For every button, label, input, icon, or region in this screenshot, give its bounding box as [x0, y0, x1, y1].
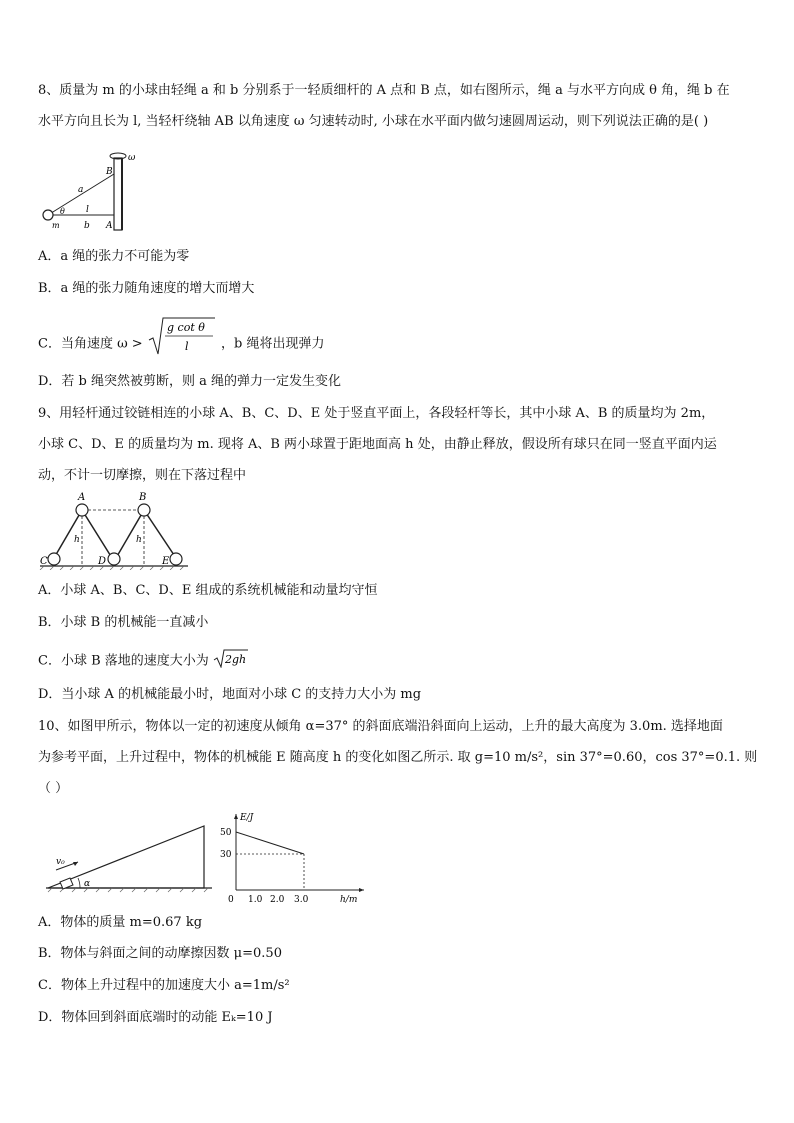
- graph-ylabel: E/J: [240, 813, 254, 823]
- graph-xtick-2: 2.0: [270, 895, 285, 904]
- q9-ball-E: [170, 553, 182, 565]
- q10-label-alpha: α: [84, 879, 91, 889]
- q9-option-b[interactable]: B．小球 B 的机械能一直减小: [38, 615, 209, 630]
- q9-option-d[interactable]: D．当小球 A 的机械能最小时，地面对小球 C 的支持力大小为 mg: [38, 687, 422, 702]
- graph-xtick-0: 0: [228, 895, 234, 904]
- q9-stem-line1: 9、用轻杆通过铰链相连的小球 A、B、C、D、E 处于竖直平面上，各段轻杆等长，其中小球 A、B 的质量均为 2m，: [38, 406, 715, 421]
- q9-stem-line2: 小球 C、D、E 的质量均为 m. 现将 A、B 两小球置于距地面高 h 处，由静止释放，假设所有球只在同一竖直平面内运: [38, 437, 717, 452]
- graph-ytick-50: 50: [220, 828, 232, 838]
- q9-label-D: D: [98, 556, 107, 567]
- q8-option-c[interactable]: [38, 316, 324, 372]
- q10-energy-graph: [214, 810, 372, 904]
- q9-label-E: E: [162, 556, 170, 567]
- q9-ball-D: [108, 553, 120, 565]
- sqrt-radical: [213, 648, 249, 674]
- q10-stem-line2: 为参考平面，上升过程中，物体的机械能 E 随高度 h 的变化如图乙所示. 取 g=10 m/s²，sin 37°=0.60，cos 37°=0.1. 则: [38, 750, 758, 765]
- graph-xlabel: h/m: [340, 895, 358, 904]
- q9-option-c-radicand: 2gh: [224, 653, 247, 666]
- q10-block: [60, 878, 73, 889]
- q10-label-v0: v₀: [56, 857, 65, 867]
- q8-label-A: A: [106, 221, 113, 231]
- q8-label-a: a: [78, 185, 84, 195]
- q9-option-a[interactable]: A．小球 A、B、C、D、E 组成的系统机械能和动量均守恒: [38, 583, 378, 598]
- q9-label-h2: h: [136, 535, 142, 545]
- q8-ball: [43, 210, 53, 220]
- q8-option-c-numerator: g cot θ: [166, 321, 205, 334]
- graph-ytick-30: 30: [220, 850, 232, 860]
- sqrt-fraction: [147, 316, 217, 372]
- q10-option-d[interactable]: D．物体回到斜面底端时的动能 Eₖ=10 J: [38, 1010, 273, 1025]
- q8-option-b[interactable]: B．a 绳的张力随角速度的增大而增大: [38, 281, 255, 296]
- q10-option-c[interactable]: C．物体上升过程中的加速度大小 a=1m/s²: [38, 978, 290, 993]
- q9-ball-A: [76, 504, 88, 516]
- q8-label-l: l: [86, 205, 89, 215]
- energy-line: [236, 832, 304, 854]
- q8-label-theta: θ: [60, 207, 65, 216]
- q8-option-d[interactable]: D．若 b 绳突然被剪断，则 a 绳的弹力一定发生变化: [38, 374, 342, 389]
- q10-incline-figure: [44, 812, 214, 894]
- graph-xtick-3: 3.0: [294, 895, 309, 904]
- q10-stem-line1: 10、如图甲所示，物体以一定的初速度从倾角 α=37° 的斜面底端沿斜面向上运动，上升的最大高度为 3.0m. 选择地面: [38, 719, 723, 734]
- q10-stem-line3: （ ）: [38, 781, 69, 796]
- q9-figure: [38, 488, 190, 570]
- q9-ball-C: [48, 553, 60, 565]
- q8-label-m: m: [52, 221, 60, 230]
- q8-stem-line2: 水平方向且长为 l, 当轻杆绕轴 AB 以角速度 ω 匀速转动时, 小球在水平面内做匀速圆周运动，则下列说法正确的是( ): [38, 114, 709, 129]
- q8-stem-line1: 8、质量为 m 的小球由轻绳 a 和 b 分别系于一轻质细杆的 A 点和 B 点，如右图所示，绳 a 与水平方向成 θ 角，绳 b 在: [38, 83, 730, 98]
- q10-option-b[interactable]: B．物体与斜面之间的动摩擦因数 μ=0.50: [38, 946, 282, 961]
- q9-label-A: A: [78, 492, 86, 503]
- q9-stem-line3: 动，不计一切摩擦，则在下落过程中: [38, 468, 247, 483]
- q10-incline: [48, 826, 204, 888]
- q9-option-c-prefix: C．小球 B 落地的速度大小为: [38, 653, 209, 669]
- q8-label-B: B: [106, 167, 113, 177]
- q8-option-c-prefix: C．当角速度 ω >: [38, 336, 143, 352]
- q8-option-c-denominator: l: [184, 340, 189, 353]
- graph-xtick-1: 1.0: [248, 895, 263, 904]
- q9-label-h1: h: [74, 535, 80, 545]
- q8-label-omega: ω: [128, 153, 136, 163]
- q8-label-b: b: [84, 221, 90, 231]
- q8-rod: [114, 158, 122, 230]
- q8-option-c-suffix: ，b 绳将出现弹力: [221, 336, 325, 352]
- q9-label-B: B: [139, 492, 147, 503]
- q8-option-a[interactable]: A．a 绳的张力不可能为零: [38, 249, 190, 264]
- q9-label-C: C: [40, 556, 48, 567]
- q9-option-c[interactable]: [38, 648, 249, 674]
- q8-figure: [38, 148, 138, 234]
- q9-ball-B: [138, 504, 150, 516]
- q10-option-a[interactable]: A．物体的质量 m=0.67 kg: [38, 915, 203, 930]
